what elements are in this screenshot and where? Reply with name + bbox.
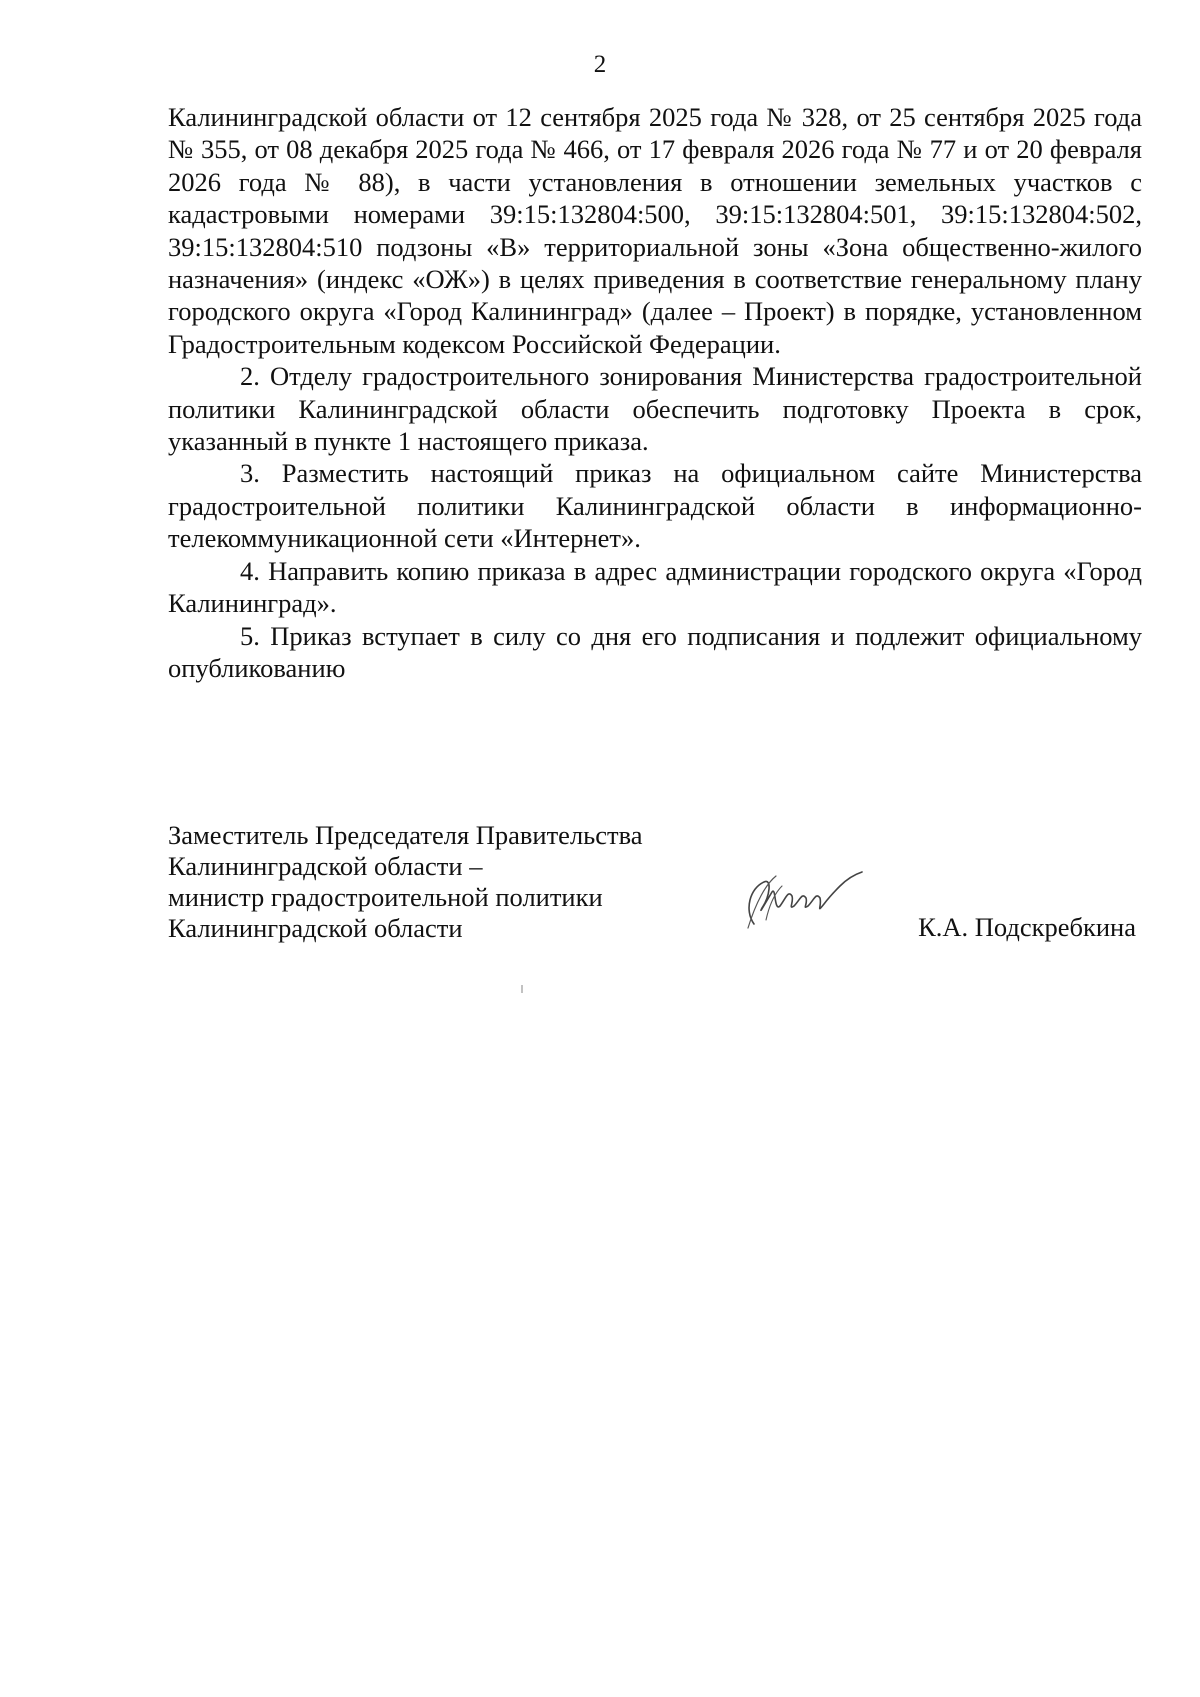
paragraph-1-continuation: Калининградской области от 12 сентября 2025 года № 328, от 25 сентября 2025 года № 355, от 08 декабря 2025 года № 466, от 17 февраля 2026 года № 77 и от 20 февраля 2026 года № 88), в части установления в отношении земельных участков с кадастровыми номерами 39:15:132804:500, 39:15:132804:501, 39:15:132804:502, 39:15:132804:510 подзоны «В» территориальной зоны «Зона общественно-жилого назначения» (индекс «ОЖ») в целях приведения в соответствие генеральному плану городского округа «Город Калининград» (далее – Проект) в порядке, установленном Градостроительным кодексом Российской Федерации. <box>168 102 1142 359</box>
signatory-position-line: министр градостроительной политики <box>168 882 603 912</box>
document-body <box>168 101 1142 684</box>
paragraph-2: 2. Отделу градостроительного зонирования Министерства градостроительной политики Калининградской области обеспечить подготовку Проекта в срок, указанный в пункте 1 настоящего приказа. <box>168 361 1142 457</box>
paragraph-3: 3. Разместить настоящий приказ на официальном сайте Министерства градостроительной политики Калининградской области в информационно-телекоммуникационной сети «Интернет». <box>168 458 1142 554</box>
paragraph-5: 5. Приказ вступает в силу со дня его подписания и подлежит официальному опубликованию <box>168 620 1142 683</box>
signatory-position-line: Калининградской области – <box>168 851 483 881</box>
scan-speck <box>521 985 523 993</box>
page-number: 2 <box>593 51 607 78</box>
paragraph-4: 4. Направить копию приказа в адрес администрации городского округа «Город Калининград». <box>168 555 1142 619</box>
handwritten-signature <box>736 862 866 942</box>
signatory-name: К.А. Подскребкина <box>918 912 1136 942</box>
signatory-position-line: Калининградской области <box>168 913 463 943</box>
signatory-position <box>168 820 643 944</box>
signatory-position-line: Заместитель Председателя Правительства <box>168 820 643 850</box>
